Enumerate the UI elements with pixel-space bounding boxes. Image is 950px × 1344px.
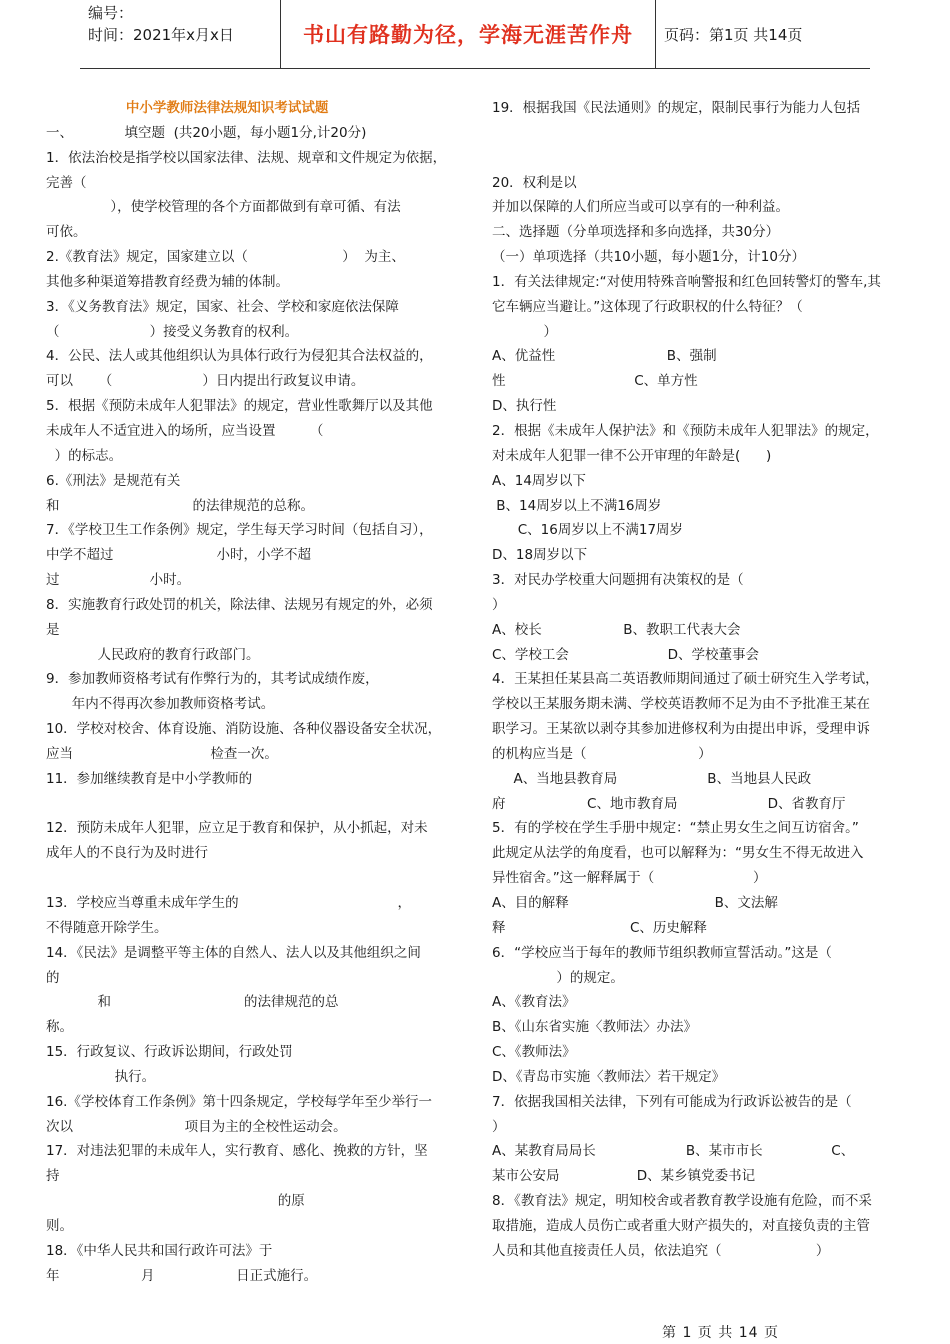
- left-text-line: 13．学校应当尊重未成年学生的 ，: [46, 895, 411, 911]
- left-text-line: 中学不超过 小时，小学不超: [46, 547, 311, 564]
- left-text-line: 其他多种渠道筹措教育经费为辅的体制。: [46, 273, 289, 290]
- right-text-line: 此规定从法学的角度看，也可以解释为：“男女生不得无故进入: [492, 845, 864, 862]
- right-text-line: 异性宿舍。”这一解释属于（ ）: [492, 870, 767, 887]
- right-text-line: 4．王某担任某县高二英语教师期间通过了硕士研究生入学考试，: [492, 671, 879, 688]
- right-text-line: 的机构应当是（ ）: [492, 745, 712, 762]
- document-title: 中小学教师法律法规知识考试试题: [46, 100, 329, 116]
- left-text-line: [46, 866, 464, 891]
- right-text-line: A、优益性 B、强制: [492, 348, 717, 365]
- right-text-line: 释 C、历史解释: [492, 919, 707, 936]
- left-text-line: 成年人的不良行为及时进行: [46, 845, 208, 862]
- left-text-line: 过 小时。: [46, 572, 191, 589]
- left-text-line: 的: [46, 969, 60, 986]
- right-text-line: 6．“学校应当于每年的教师节组织教师宣誓活动。”这是（: [492, 944, 832, 961]
- left-text-line: 持: [46, 1168, 60, 1185]
- left-text-line: 称。: [46, 1019, 73, 1036]
- left-text-line: 完善（: [46, 174, 87, 191]
- left-text-line: 应当 检查一次。: [46, 745, 278, 762]
- right-text-line: D、《青岛市实施〈教师法〉若干规定》: [492, 1068, 726, 1085]
- left-text-line: 和 的法律规范的总称。: [46, 497, 315, 514]
- left-text-line: 16.《学校体育工作条例》第十四条规定，学校每学年至少举行一: [46, 1093, 432, 1110]
- left-text-line: 5．根据《预防未成年人犯罪法》的规定，营业性歌舞厅以及其他: [46, 398, 433, 415]
- right-text-line: 性 C、单方性: [492, 373, 698, 390]
- right-text-line: 人员和其他直接责任人员，依法追究（ ）: [492, 1242, 830, 1259]
- right-text-line: A、校长 B、教职工代表大会: [492, 621, 741, 638]
- left-text-line: 17．对违法犯罪的未成年人，实行教育、感化、挽救的方针，坚: [46, 1143, 428, 1160]
- header-motto: 书山有路勤为径，学海无涯苦作舟: [303, 23, 633, 47]
- left-text-line: 一、 填空题 (共20小题，每小题1分,计20分): [46, 124, 367, 141]
- right-text-line: 20．权利是以: [492, 174, 577, 191]
- right-text-line: A、目的解释 B、文法解: [492, 895, 778, 911]
- left-text-line: 的原: [46, 1193, 305, 1210]
- left-text-line: 2.《教育法》规定，国家建立以（ ） 为主、: [46, 249, 405, 266]
- right-text-line: D、执行性: [492, 398, 557, 415]
- left-text-line: （ ）接受义务教育的权利。: [46, 323, 299, 340]
- right-text-line: C、《教师法》: [492, 1044, 576, 1061]
- header-divider: [655, 0, 656, 68]
- left-text-line: 和 的法律规范的总: [46, 994, 339, 1011]
- left-text-line: 4．公民、法人或其他组织认为具体行政行为侵犯其合法权益的，: [46, 348, 433, 365]
- left-text-line: ），使学校管理的各个方面都做到有章可循、有法: [46, 199, 401, 216]
- left-text-line: 1．依法治校是指学校以国家法律、法规、规章和文件规定为依据，: [46, 149, 447, 166]
- left-text-line: 是: [46, 621, 60, 638]
- left-text-line: 9．参加教师资格考试有作弊行为的，其考试成绩作废，: [46, 671, 379, 688]
- right-text-line: A、14周岁以下: [492, 472, 586, 489]
- right-text-line: 府 C、地市教育局 D、省教育厅: [492, 795, 846, 812]
- right-text-line: B、14周岁以上不满16周岁: [492, 497, 662, 514]
- right-text-line: A、某教育局局长 B、某市市长 C、: [492, 1143, 855, 1160]
- right-text-line: 它车辆应当避让。”这体现了行政职权的什么特征？（: [492, 298, 803, 315]
- right-text-line: [492, 146, 904, 171]
- left-text-line: 10．学校对校舍、体育设施、消防设施、各种仪器设备安全状况，: [46, 721, 442, 738]
- right-text-line: 并加以保障的人们所应当或可以享有的一种利益。: [492, 199, 789, 216]
- time-label: 时间：2021年x月x日: [88, 26, 234, 44]
- right-text-line: 8．《教育法》规定，明知校舍或者教育教学设施有危险，而不采: [492, 1193, 872, 1210]
- left-text-line: 可依。: [46, 224, 87, 241]
- header-page-label: 页码：第1页 共14页: [664, 26, 803, 44]
- left-text-line: 6.《刑法》是规范有关: [46, 472, 181, 489]
- right-text-line: 5．有的学校在学生手册中规定：“禁止男女生之间互访宿舍。”: [492, 820, 859, 837]
- right-text-line: （一）单项选择（共10小题，每小题1分，计10分）: [492, 249, 805, 266]
- left-text-line: 可以 （ ）日内提出行政复议申请。: [46, 373, 365, 390]
- left-column: [46, 96, 464, 1289]
- left-text-line: 执行。: [46, 1068, 156, 1085]
- right-text-line: ）的规定。: [492, 969, 624, 986]
- left-text-line: 人民政府的教育行政部门。: [46, 646, 260, 663]
- left-text-line: 18．《中华人民共和国行政许可法》于: [46, 1242, 273, 1259]
- left-text-line: 未成年人不适宜进入的场所，应当设置 （: [46, 422, 324, 439]
- right-text-line: ）: [492, 323, 557, 340]
- right-text-line: D、18周岁以下: [492, 547, 588, 564]
- left-text-line: ）的标志。: [46, 447, 123, 464]
- right-text-line: 对未成年人犯罪一律不公开审理的年龄是( ): [492, 447, 772, 464]
- right-text-line: 1．有关法律规定:“对使用特殊音响警报和红色回转警灯的警车,其: [492, 273, 881, 290]
- right-text-line: 3．对民办学校重大问题拥有决策权的是（: [492, 572, 744, 589]
- right-text-line: 19．根据我国《民法通则》的规定，限制民事行为能力人包括: [492, 100, 861, 116]
- right-text-line: [492, 121, 904, 146]
- left-text-line: 不得随意开除学生。: [46, 919, 168, 936]
- left-text-line: 次以 项目为主的全校性运动会。: [46, 1118, 347, 1135]
- left-text-line: 8．实施教育行政处罚的机关，除法律、法规另有规定的外，必须: [46, 596, 433, 613]
- page-header: [80, 0, 870, 69]
- right-text-line: 2．根据《未成年人保护法》和《预防未成年人犯罪法》的规定，: [492, 422, 879, 439]
- right-text-line: C、16周岁以上不满17周岁: [492, 522, 684, 539]
- left-text-line: 14．《民法》是调整平等主体的自然人、法人以及其他组织之间: [46, 944, 421, 961]
- right-text-line: C、学校工会 D、学校董事会: [492, 646, 760, 663]
- left-text-line: 则。: [46, 1217, 73, 1234]
- right-text-line: A、当地县教育局 B、当地县人民政: [492, 770, 812, 787]
- right-text-line: ）: [492, 1118, 506, 1135]
- right-text-line: 二、选择题（分单项选择和多向选择，共30分）: [492, 224, 780, 241]
- left-text-line: 3．《义务教育法》规定，国家、社会、学校和家庭依法保障: [46, 298, 399, 315]
- serial-label: 编号：: [88, 4, 134, 22]
- right-text-line: A、《教育法》: [492, 994, 576, 1011]
- left-text-line: 年内不得再次参加教师资格考试。: [46, 696, 275, 713]
- right-text-line: 7．依据我国相关法律，下列有可能成为行政诉讼被告的是（: [492, 1093, 852, 1110]
- right-text-line: 学校以王某服务期未满、学校英语教师不足为由不予批准王某在: [492, 696, 870, 713]
- right-text-line: 某市公安局 D、某乡镇党委书记: [492, 1168, 756, 1185]
- left-text-line: 年 月 日正式施行。: [46, 1267, 318, 1284]
- right-column: [492, 96, 904, 1264]
- right-text-line: 职学习。王某欲以剥夺其参加进修权利为由提出申诉，受理申诉: [492, 721, 870, 738]
- page-footer: 第 1 页 共 14 页: [662, 1325, 779, 1341]
- left-text-line: [46, 792, 464, 817]
- left-text-line: 11．参加继续教育是中小学教师的: [46, 770, 253, 787]
- left-text-line: 12．预防未成年人犯罪，应立足于教育和保护，从小抓起，对未: [46, 820, 428, 837]
- right-text-line: ）: [492, 596, 506, 613]
- left-text-line: 15．行政复议、行政诉讼期间，行政处罚: [46, 1044, 293, 1061]
- header-meta: [88, 2, 283, 46]
- right-text-line: 取措施，造成人员伤亡或者重大财产损失的，对直接负责的主管: [492, 1217, 870, 1234]
- right-text-line: B、《山东省实施〈教师法〉办法》: [492, 1019, 698, 1036]
- left-text-line: 7．《学校卫生工作条例》规定，学生每天学习时间（包括自习），: [46, 522, 433, 539]
